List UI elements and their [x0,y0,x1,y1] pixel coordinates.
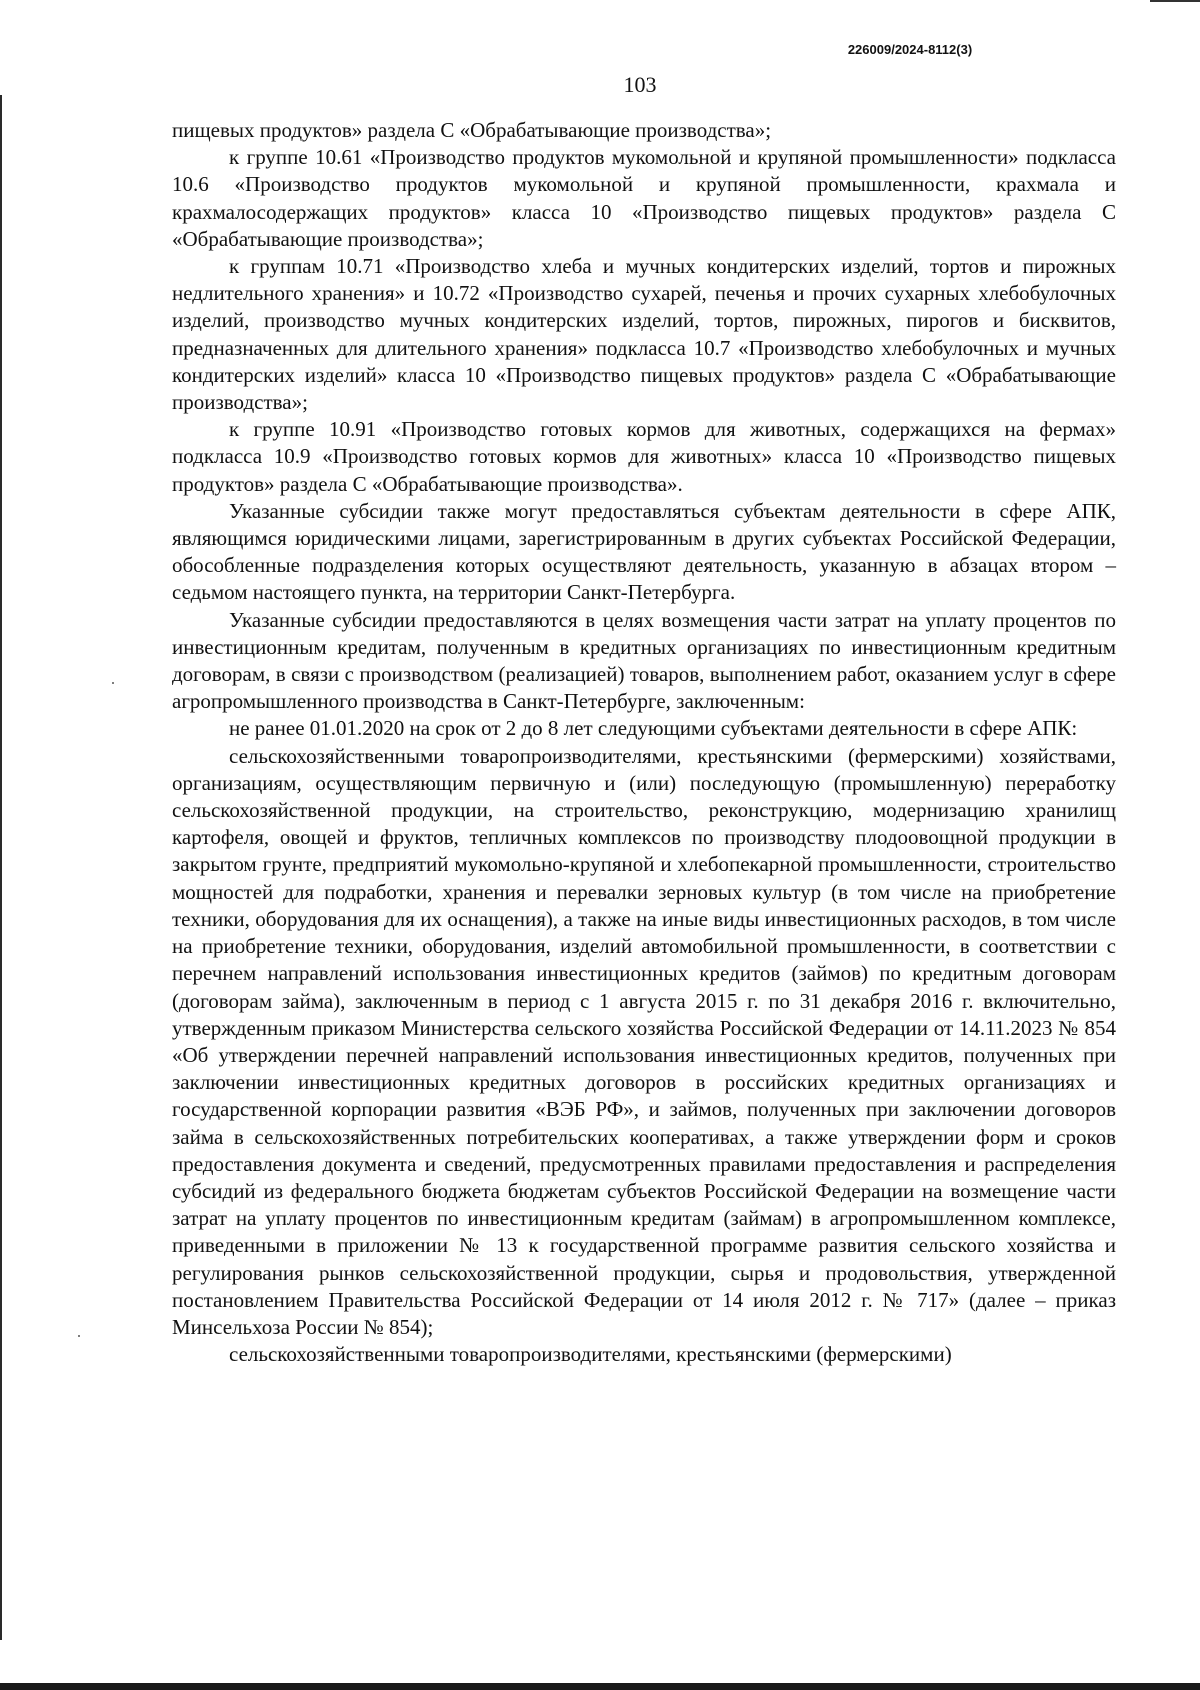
scan-edge-top [1150,0,1200,2]
document-body [172,117,1116,1368]
scan-speck [112,682,114,684]
paragraph: к группе 10.61 «Производство продуктов мукомольной и крупяной промышленности» подкласса 10.6 «Производство продуктов мукомольной и крупяной промышленности, крахмала и крахмалосодержащих продуктов» класса 10 «Производство пищевых продуктов» раздела C «Обрабатывающие производства»; [172,145,1116,251]
paragraph: пищевых продуктов» раздела C «Обрабатывающие производства»; [172,118,772,142]
scan-speck [78,1335,80,1337]
paragraph: сельскохозяйственными товаропроизводителями, крестьянскими (фермерскими) хозяйствами, организациям, осуществляющим первичную и (или) последующую (промышленную) переработку сельскохозяйственной продукции, на строительство, реконструкцию, модернизацию хранилищ картофеля, овощей и фруктов, тепличных комплексов по производству плодоовощной продукции в закрытом грунте, предприятий мукомольно-крупяной и хлебопекарной промышленности, строительство мощностей для подработки, хранения и перевалки зерновых культур (в том числе на приобретение техники, оборудования для их оснащения), а также на иные виды инвестиционных расходов, в том числе на приобретение техники, оборудования, изделий автомобильной промышленности, в соответствии с перечнем направлений использования инвестиционных кредитов (займов) по кредитным договорам (договорам займа), заключенным в период с 1 августа 2015 г. по 31 декабря 2016 г. включительно, утвержденным приказом Министерства сельского хозяйства Российской Федерации от 14.11.2023 № 854 «Об утверждении перечней направлений использования инвестиционных кредитов, полученных при заключении инвестиционных кредитных договоров в российских кредитных организациях и государственной корпорации развития «ВЭБ РФ», и займов, полученных при заключении договоров займа в сельскохозяйственных потребительских кооперативах, а также утверждении форм и сроков предоставления документа и сведений, предусмотренных правилами предоставления и распределения субсидий из федерального бюджета бюджетам субъектов Российской Федерации на возмещение части затрат на уплату процентов по инвестиционным кредитам (займам) в агропромышленном комплексе, приведенными в приложении № 13 к государственной программе развития сельского хозяйства и регулирования рынков сельскохозяйственной продукции, сырья и продовольствия, утвержденной постановлением Правительства Российской Федерации от 14 июля 2012 г. № 717» (далее – приказ Минсельхоза России № 854); [172,743,1116,1339]
page-number: 103 [623,72,657,97]
scan-edge-left [0,95,2,1640]
paragraph: не ранее 01.01.2020 на срок от 2 до 8 лет следующими субъектами деятельности в сфере АПК: [229,716,1078,741]
paragraph: к группам 10.71 «Производство хлеба и мучных кондитерских изделий, тортов и пирожных недлительного хранения» и 10.72 «Производство сухарей, печенья и прочих сухарных хлебобулочных изделий, производство мучных кондитерских изделий, тортов, пирожных, пирогов и бисквитов, предназначенных для длительного хранения» подкласса 10.7 «Производство хлебобулочных и мучных кондитерских изделий» класса 10 «Производство пищевых продуктов» раздела C «Обрабатывающие производства»; [172,254,1116,415]
scan-edge-bottom [0,1683,1200,1690]
paragraph: Указанные субсидии также могут предоставляться субъектам деятельности в сфере АПК, являющимся юридическими лицами, зарегистрированным в других субъектах Российской Федерации, обособленные подразделения которых осуществляют деятельность, указанную в абзацах втором – седьмом настоящего пункта, на территории Санкт-Петербурга. [172,498,1116,605]
paragraph: сельскохозяйственными товаропроизводителями, крестьянскими (фермерскими) [229,1342,952,1367]
paragraph: Указанные субсидии предоставляются в целях возмещения части затрат на уплату процентов по инвестиционным кредитам, полученным в кредитных организациях по инвестиционным кредитным договорам, в связи с производством (реализацией) товаров, выполнением работ, оказанием услуг в сфере агропромышленного производства в Санкт-Петербурге, заключенным: [172,607,1116,714]
document-id: 226009/2024-8112(3) [847,42,973,57]
paragraph: к группе 10.91 «Производство готовых кормов для животных, содержащихся на фермах» подкласса 10.9 «Производство готовых кормов для животных» класса 10 «Производство пищевых продуктов» раздела C «Обрабатывающие производства». [172,417,1116,496]
